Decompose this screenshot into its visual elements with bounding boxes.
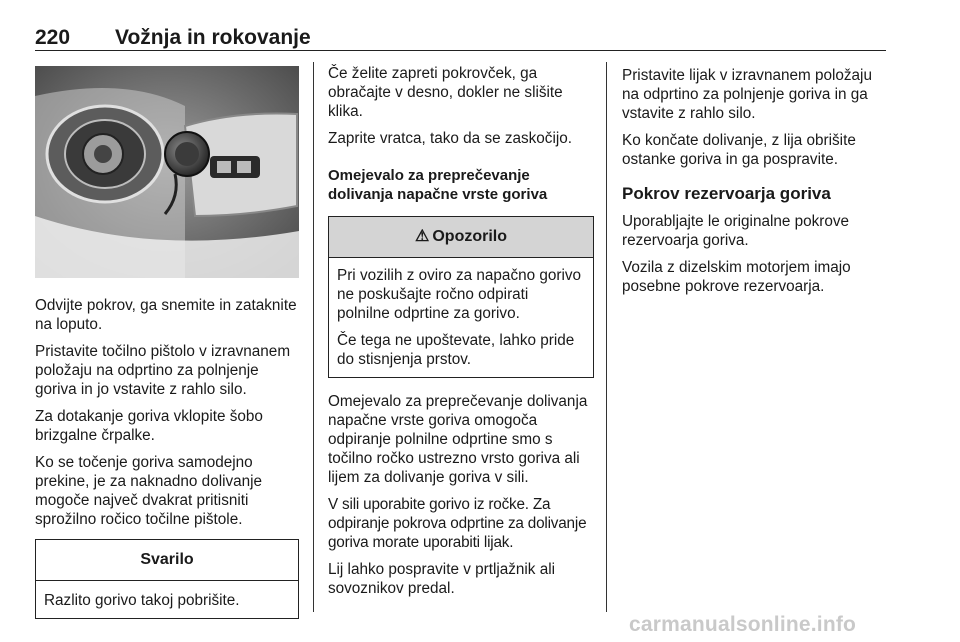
subsection-heading: Omejevalo za preprečevanje dolivanja napačne vrste goriva [328, 167, 548, 203]
paragraph: Pristavite lijak v izravnanem položaju na odprtino za polnjenje goriva in ga vstavite z rahlo silo. [622, 67, 872, 122]
paragraph: Ko se točenje goriva samodejno prekine, je za naknadno dolivanje mogoče največ dvakrat pritisniti sprožilno ročico točilne pištole. [35, 454, 263, 528]
caution-box [35, 539, 299, 619]
warning-header [329, 217, 593, 258]
paragraph: Uporabljajte le originalne pokrove rezervoarja goriva. [622, 213, 850, 249]
paragraph: Pristavite točilno pištolo v izravnanem položaju na odprtino za polnjenje goriva in jo vstavite z rahlo silo. [35, 343, 291, 398]
caution-text: Razlito gorivo takoj pobrišite. [44, 592, 240, 609]
column-right [622, 66, 890, 304]
warning-text: Pri vozilih z oviro za napačno gorivo ne poskušajte ročno odpirati polnilne odprtine za gorivo. [337, 267, 582, 322]
column-left [35, 66, 299, 633]
caution-title: Svarilo [36, 540, 298, 581]
paragraph: Za dotakanje goriva vklopite šobo brizgalne črpalke. [35, 408, 263, 444]
page-title: Vožnja in rokovanje [115, 26, 311, 49]
warning-box [328, 216, 594, 378]
page-number: 220 [35, 26, 71, 49]
warning-title: Opozorilo [432, 228, 507, 245]
page-header [35, 22, 886, 51]
paragraph: Če želite zapreti pokrovček, ga obračajte v desno, dokler ne slišite klika. [328, 65, 563, 120]
section-heading: Pokrov rezervoarja goriva [622, 184, 831, 203]
watermark-text: carmanualsonline.info [629, 613, 857, 636]
fuel-filler-photo [35, 66, 299, 278]
column-divider [606, 62, 607, 612]
paragraph: V sili uporabite gorivo iz ročke. Za odpiranje pokrova odprtine za dolivanje goriva morate uporabiti lijak. [328, 496, 587, 551]
warning-triangle-icon: ⚠ [415, 228, 430, 245]
column-middle [328, 64, 594, 606]
column-divider [313, 62, 314, 612]
paragraph: Odvijte pokrov, ga snemite in zataknite na loputo. [35, 297, 297, 333]
paragraph: Omejevalo za preprečevanje dolivanja napačne vrste goriva omogoča odpiranje polnilne odprtine smo s točilno ročko ustrezno vrsto goriva ali lijem za dolivanje goriva v sili. [328, 393, 588, 486]
paragraph: Lij lahko pospravite v prtljažnik ali sovoznikov predal. [328, 561, 556, 597]
paragraph: Vozila z dizelskim motorjem imajo posebne pokrove rezervoarja. [622, 259, 851, 295]
warning-text: Če tega ne upoštevate, lahko pride do stisnjenja prstov. [337, 332, 575, 368]
paragraph: Ko končate dolivanje, z lija obrišite ostanke goriva in ga pospravite. [622, 132, 856, 168]
paragraph: Zaprite vratca, tako da se zaskočijo. [328, 130, 573, 147]
